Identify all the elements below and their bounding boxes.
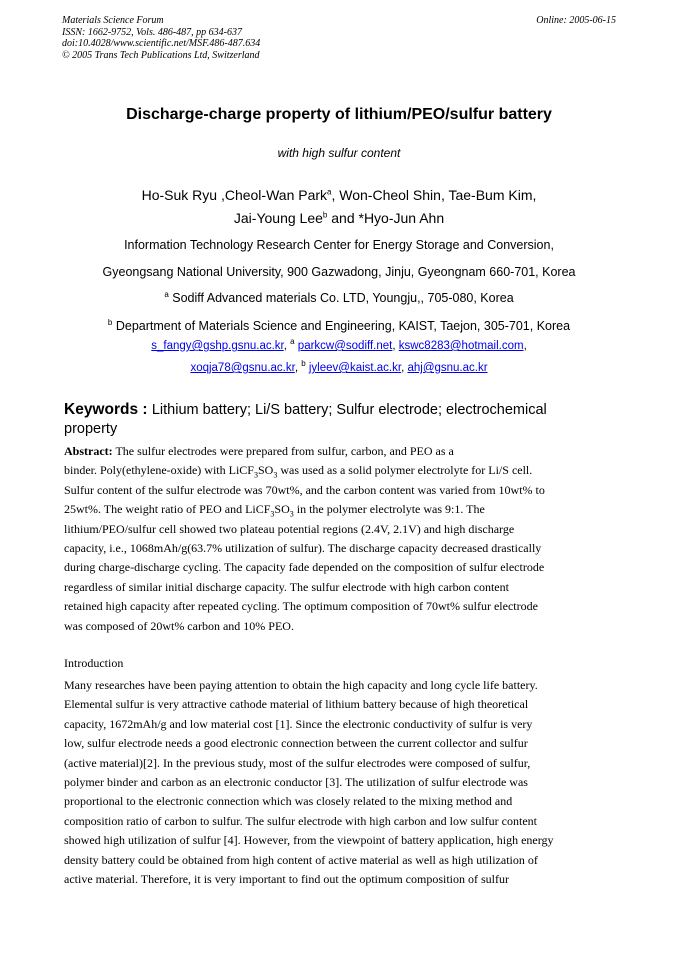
author-text: , Won-Cheol Shin, Tae-Bum Kim, (331, 187, 537, 203)
author-text: and *Hyo-Jun Ahn (327, 210, 445, 226)
email-link[interactable]: kswc8283@hotmail.com (398, 340, 524, 352)
introduction-line: low, sulfur electrode needs a good electronic connection between the current collector and sulfur (64, 736, 528, 751)
abstract-text: binder. Poly(ethylene-oxide) with LiCF (64, 463, 254, 478)
email-separator: , (523, 340, 527, 352)
email-link[interactable]: parkcw@sodiff.net (297, 340, 393, 352)
journal-name: Materials Science Forum (62, 15, 164, 26)
abstract-line: during charge-discharge cycling. The capacity fade depended on the composition of sulfur electrode (64, 560, 545, 575)
abstract-text: in the polymer electrolyte was 9:1. The (293, 502, 485, 517)
affiliation-line-1: Information Technology Research Center for Energy Storage and Conversion, (124, 238, 554, 252)
online-date: Online: 2005-06-15 (536, 15, 616, 26)
keywords-text: Lithium battery; Li/S battery; Sulfur electrode; electrochemical (151, 402, 547, 418)
abstract-line: capacity, i.e., 1068mAh/g(63.7% utilization of sulfur). The discharge capacity decreased drastically (64, 541, 542, 556)
author-line-2 (0, 210, 678, 226)
email-separator: , (392, 340, 399, 352)
introduction-line: capacity, 1672mAh/g and low material cost [1]. Since the electronic conductivity of sulfur is very (64, 716, 533, 731)
abstract-text: SO (274, 502, 290, 517)
paper-title: Discharge-charge property of lithium/PEO/sulfur battery (126, 106, 552, 123)
affiliation-b (0, 319, 678, 333)
introduction-heading: Introduction (64, 656, 124, 670)
keywords-label: Keywords : (64, 401, 152, 418)
keywords (64, 400, 624, 439)
introduction-line: showed high utilization of sulfur [4]. However, from the viewpoint of battery application, high energy (64, 833, 554, 848)
abstract-text: SO (257, 463, 274, 478)
introduction-body (64, 676, 624, 889)
affiliation-text: Sodiff Advanced materials Co. LTD, Youngju,, 705-080, Korea (168, 291, 514, 305)
introduction-line: proportional to the electronic connection which was closely related to the mixing method and (64, 794, 513, 809)
author-superscript: a (327, 187, 332, 197)
affiliation-superscript: b (107, 317, 113, 327)
email-line-2 (0, 359, 678, 374)
copyright-line: © 2005 Trans Tech Publications Ltd, Switzerland (62, 49, 260, 61)
abstract-text: was used as a solid polymer electrolyte for Li/S cell. (277, 463, 533, 478)
issn-line: ISSN: 1662-9752, Vols. 486-487, pp 634-637 (62, 26, 242, 38)
paper-subtitle: with high sulfur content (277, 146, 401, 160)
email-superscript: a (290, 337, 295, 347)
affiliation-text: Department of Materials Science and Engineering, KAIST, Taejon, 305-701, Korea (112, 319, 571, 333)
author-text: Jai-Young Lee (233, 210, 323, 226)
abstract-line: was composed of 20wt% carbon and 10% PEO. (64, 618, 294, 633)
introduction-line: density battery could be obtained from high content of active material as well as high utilization of (64, 852, 538, 867)
author-text: Ho-Suk Ryu ,Cheol-Wan Park (141, 187, 328, 203)
abstract-label: Abstract: (64, 444, 113, 458)
subscript: 3 (289, 509, 294, 519)
introduction-line: polymer binder and carbon as an electronic conductor [3]. The utilization of sulfur electrode was (64, 775, 528, 790)
abstract-text: The sulfur electrodes were prepared from sulfur, carbon, and PEO as a (112, 444, 454, 458)
subscript: 3 (273, 470, 278, 480)
abstract-line: lithium/PEO/sulfur cell showed two plateau potential regions (2.4V, 2.1V) and high discharge (64, 521, 515, 536)
author-superscript: b (322, 210, 328, 220)
affiliation-line-2: Gyeongsang National University, 900 Gazwadong, Jinju, Gyeongnam 660-701, Korea (102, 265, 576, 279)
email-link[interactable]: jyleev@kaist.ac.kr (308, 362, 402, 374)
introduction-line: (active material)[2]. In the previous study, most of the sulfur electrodes were composed of sulfur, (64, 755, 531, 770)
author-line-1 (0, 187, 678, 203)
introduction-line: Elemental sulfur is very attractive cathode material of lithium battery because of high theoretical (64, 697, 529, 712)
subscript: 3 (270, 509, 275, 519)
abstract (64, 442, 624, 636)
abstract-line: regardless of similar initial discharge capacity. The sulfur electrode with high carbon content (64, 579, 509, 594)
keywords-text: property (64, 421, 118, 437)
abstract-text: 25wt%. The weight ratio of PEO and LiCF (64, 502, 271, 517)
doi-line: doi:10.4028/www.scientific.net/MSF.486-487.634 (62, 38, 261, 49)
email-separator: , (401, 362, 408, 374)
email-link[interactable]: s_fangy@gshp.gsnu.ac.kr (151, 340, 284, 352)
email-separator: , (283, 340, 291, 352)
introduction-line: composition ratio of carbon to sulfur. The sulfur electrode with high carbon and low sulfur content (64, 813, 537, 828)
email-superscript: b (301, 359, 306, 369)
subscript: 3 (253, 470, 258, 480)
email-separator: , (294, 362, 302, 374)
email-link[interactable]: xoqja78@gsnu.ac.kr (190, 362, 295, 374)
affiliation-superscript: a (164, 289, 169, 299)
introduction-line: active material. Therefore, it is very important to find out the optimum composition of sulfur (64, 872, 510, 887)
introduction-line: Many researches have been paying attention to obtain the high capacity and long cycle life battery. (64, 678, 538, 692)
abstract-line: Sulfur content of the sulfur electrode was 70wt%, and the carbon content was varied from 10wt% to (64, 482, 545, 497)
abstract-line: retained high capacity after repeated cycling. The optimum composition of 70wt% sulfur electrode (64, 599, 538, 614)
email-line-1 (0, 337, 678, 352)
journal-meta (62, 15, 260, 61)
email-link[interactable]: ahj@gsnu.ac.kr (407, 362, 488, 374)
affiliation-a (0, 291, 678, 305)
